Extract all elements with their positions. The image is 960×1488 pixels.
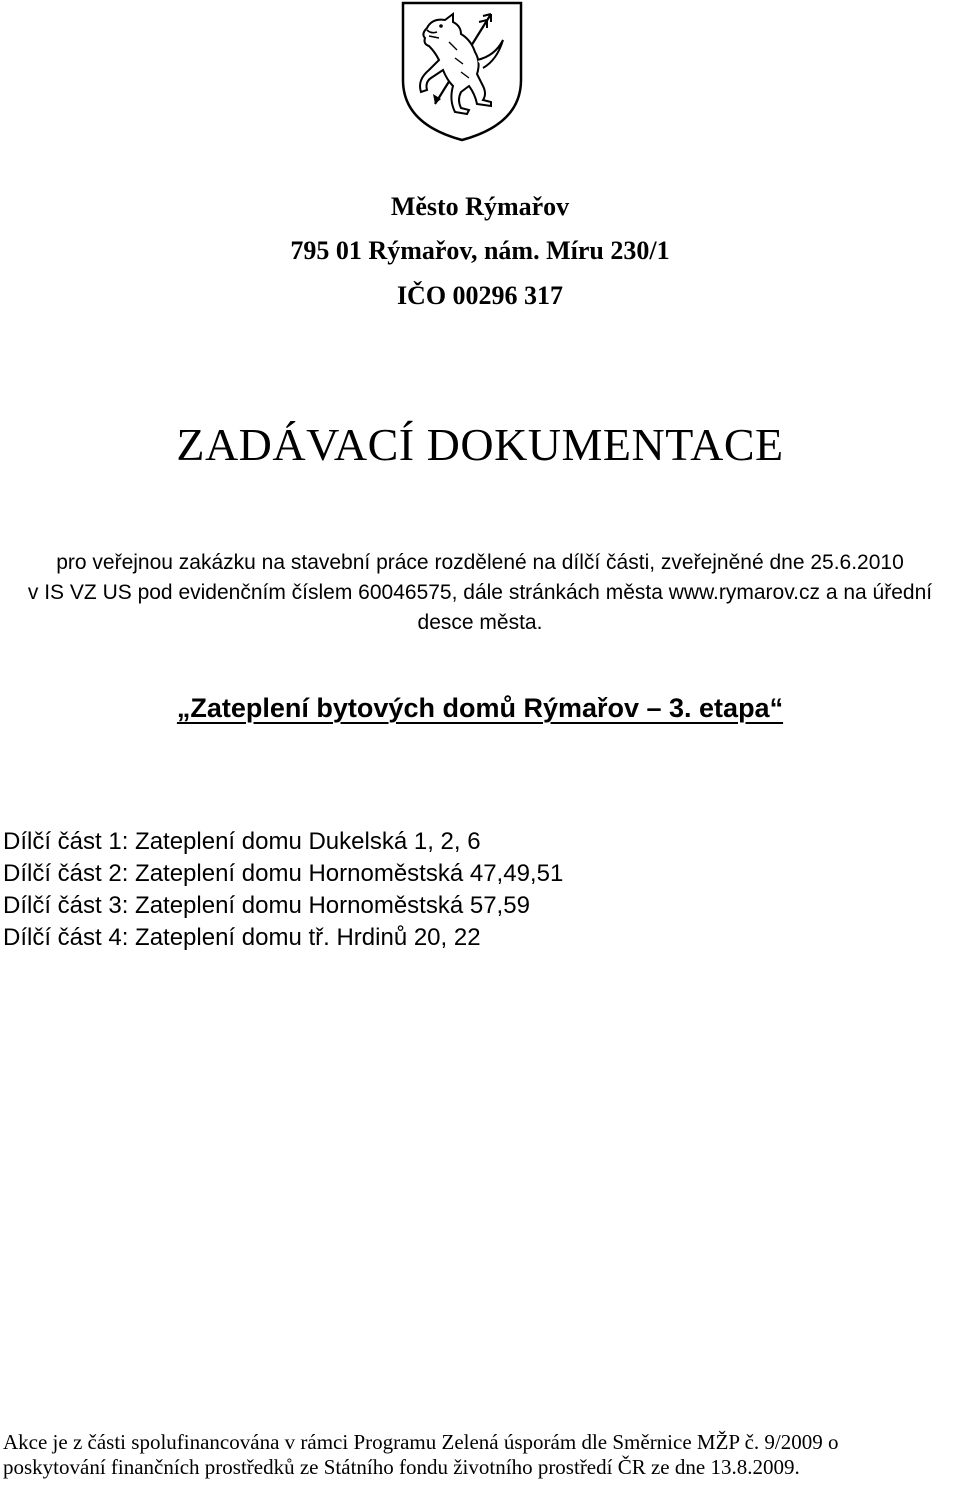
funding-note-line: poskytování finančních prostředků ze Státního fondu životního prostředí ČR ze dne 13.8.2009. [3, 1455, 800, 1479]
intro-line: pro veřejnou zakázku na stavební práce rozdělené na dílčí části, zveřejněné dne 25.6.2010 [56, 551, 904, 574]
funding-note-line: Akce je z části spolufinancována v rámci Programu Zelená úsporám dle Směrnice MŽP č. 9/2009 o [3, 1430, 839, 1454]
part-item: Dílčí část 4: Zateplení domu tř. Hrdinů 20, 22 [3, 924, 481, 951]
part-item: Dílčí část 1: Zateplení domu Dukelská 1, 2, 6 [3, 828, 481, 855]
project-title-text: „Zateplení bytových domů Rýmařov – 3. etapa“ [176, 693, 784, 723]
part-item: Dílčí část 2: Zateplení domu Hornoměstská 47,49,51 [3, 860, 564, 887]
intro-paragraph [0, 548, 960, 638]
intro-line: v IS VZ US pod evidenčním číslem 60046575, dále stránkách města www.rymarov.cz a na úřední [27, 581, 933, 604]
organization-name: Město Rýmařov [390, 192, 570, 221]
part-item: Dílčí část 3: Zateplení domu Hornoměstská 57,59 [3, 892, 530, 919]
wolf-with-arrow-crest-icon [399, 0, 525, 142]
funding-note [3, 1430, 960, 1480]
project-title [0, 690, 960, 726]
intro-line: desce města. [417, 611, 543, 634]
organization-ico: IČO 00296 317 [396, 281, 564, 310]
organization-address: 795 01 Rýmařov, nám. Míru 230/1 [290, 236, 670, 265]
document-title: ZADÁVACÍ DOKUMENTACE [176, 419, 784, 470]
parts-list [3, 826, 563, 954]
